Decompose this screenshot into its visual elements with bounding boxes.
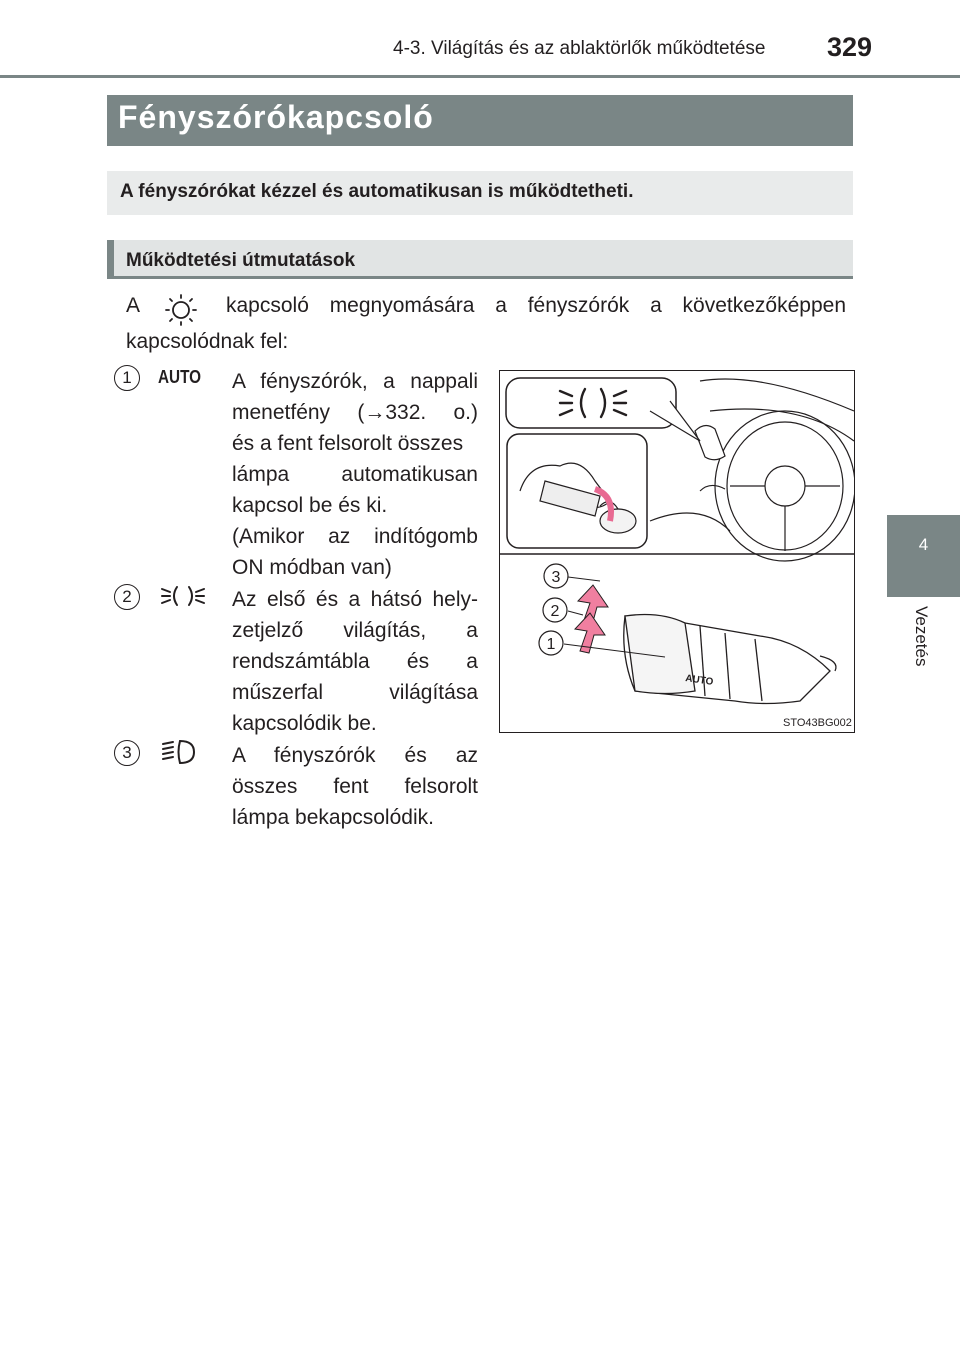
- illustration-frame: [499, 370, 855, 733]
- lead-text-line2: kapcsolódnak fel:: [126, 330, 289, 353]
- headlight-icon: [158, 736, 204, 768]
- running-header: 4-3. Világítás és az ablaktörlők működtetése: [393, 38, 766, 59]
- item-number: 1: [114, 365, 140, 391]
- callout-1: 1: [546, 636, 556, 653]
- light-switch-icon: [160, 292, 202, 328]
- intro-text: A fényszórókat kézzel és automatikusan is működtetheti.: [120, 181, 634, 202]
- light-switch-illustration: [500, 371, 854, 732]
- item-number: 2: [114, 584, 140, 610]
- figure-code: STO43BG002: [783, 717, 852, 729]
- chapter-tab: [887, 515, 960, 597]
- auto-icon: AUTO: [158, 367, 202, 387]
- callout-2: 2: [550, 603, 560, 620]
- parking-light-icon: [158, 582, 208, 610]
- callout-3: 3: [551, 569, 561, 586]
- item-1-text: A fényszórók, a nappali menetfény (→332. o.) és a fent felsorolt összes lámpa automatikusan kapcsol be és ki. (Amikor az indítógomb ON módban van): [232, 370, 478, 579]
- item-2-text: Az első és a hátsó hely- zetjelző világítás, a rendszámtábla és a műszerfal világítása kapcsolódik be.: [232, 588, 478, 735]
- lead-word: A: [126, 294, 141, 317]
- lead-text: kapcsoló megnyomására a fényszórók a következőképpen: [226, 294, 846, 317]
- header-rule: [0, 75, 960, 78]
- item-3-text: A fényszórók és az összes fent felsorolt lámpa bekapcsolódik.: [232, 744, 478, 829]
- auto-label: AUTO: [684, 673, 714, 688]
- chapter-label: Vezetés: [912, 606, 931, 667]
- chapter-number: 4: [918, 535, 929, 554]
- section-heading: Működtetési útmutatások: [126, 250, 356, 271]
- item-number: 3: [114, 740, 140, 766]
- section-rule: [107, 276, 853, 279]
- page-title: Fényszórókapcsoló: [118, 99, 434, 135]
- section-marker: [107, 240, 114, 276]
- page-number: 329: [827, 32, 873, 62]
